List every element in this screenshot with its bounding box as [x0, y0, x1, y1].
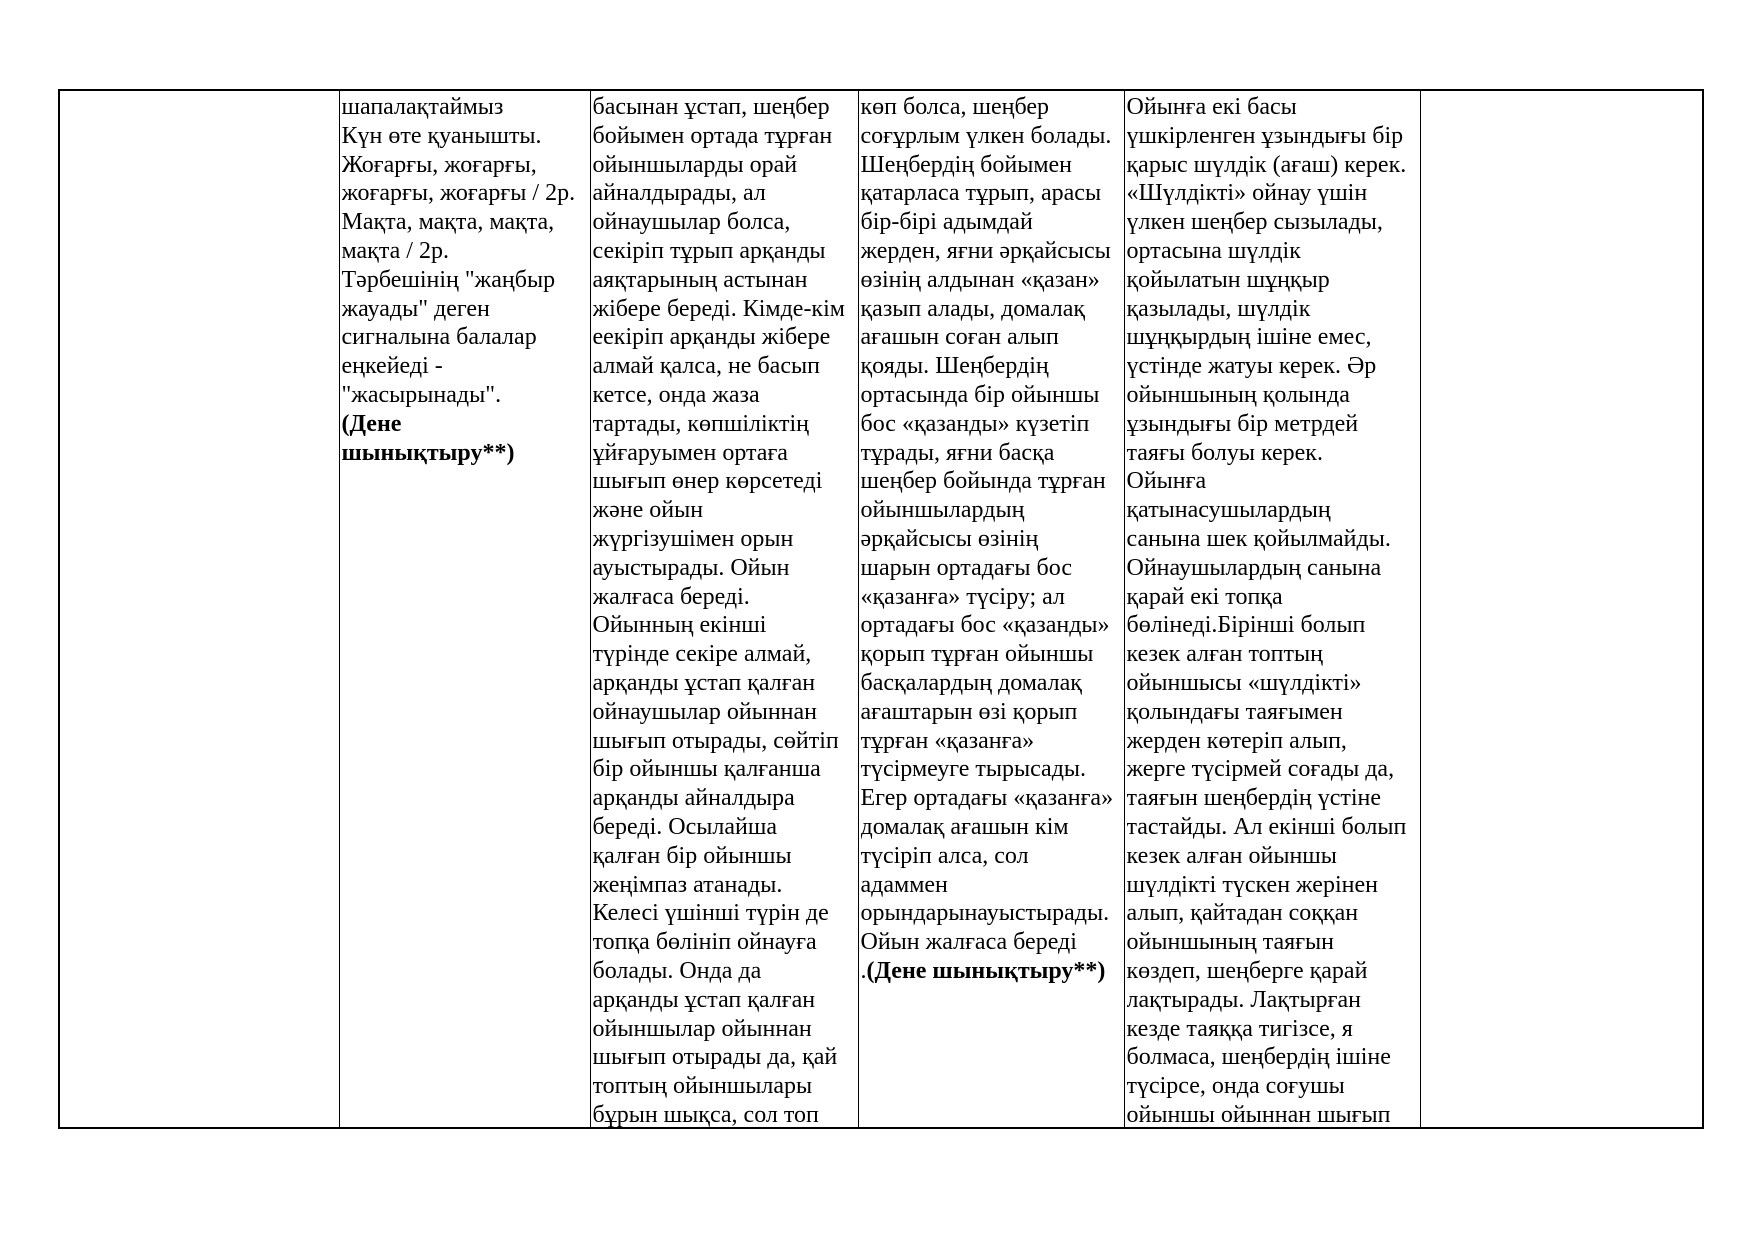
cell-text-line	[342, 439, 588, 468]
cell-text: ұзындығы бір метрдей	[1126, 410, 1359, 437]
cell-text: орындарынауыстырады.	[860, 900, 1110, 927]
cell-text-line	[593, 928, 856, 957]
cell-text-line	[1127, 813, 1418, 842]
cell-text: бір ойыншы қалғанша	[592, 756, 821, 783]
cell-text-line	[342, 122, 588, 151]
cell-text: жеңімпаз атанады.	[592, 871, 783, 898]
cell-text: Егер ортадағы «қазанға»	[860, 785, 1114, 812]
cell-text-line	[593, 986, 856, 1015]
cell-text: айналдырады, ал	[592, 180, 766, 207]
cell-text-line	[1127, 842, 1418, 871]
cell-text: Ойын жалғаса береді	[860, 929, 1077, 956]
cell-text-line	[593, 295, 856, 324]
cell-text-line	[593, 323, 856, 352]
cell-text-line	[593, 611, 856, 640]
cell-text-line	[593, 1072, 856, 1101]
cell-text-line	[861, 496, 1122, 525]
cell-text-line	[861, 784, 1122, 813]
cell-text-line	[1127, 611, 1418, 640]
cell-text-line	[593, 1015, 856, 1044]
cell-text-line	[342, 208, 588, 237]
cell-text-line	[1127, 1043, 1418, 1072]
cell-text: тұрады, яғни басқа	[860, 439, 1055, 466]
cell-text-line	[861, 237, 1122, 266]
cell-text: ағашын соған алып	[860, 324, 1059, 351]
cell-text-line	[1127, 439, 1418, 468]
cell-text-line	[861, 352, 1122, 381]
cell-text: ойнаушылар болса,	[592, 209, 791, 236]
cell-text-line	[593, 410, 856, 439]
cell-text: қарай екі топқа	[1126, 583, 1283, 610]
cell-text-line	[861, 640, 1122, 669]
cell-text-line	[593, 842, 856, 871]
cell-text: басқалардың домалақ	[860, 669, 1082, 696]
cell-text: жерге түсірмей соғады да,	[1126, 756, 1395, 783]
cell-text-line	[593, 813, 856, 842]
schedule-table	[58, 89, 1704, 1129]
cell-text-line	[861, 611, 1122, 640]
cell-text-line	[861, 928, 1122, 957]
cell-text: ойыншылар ойыннан	[592, 1015, 812, 1042]
cell-text-line	[593, 122, 856, 151]
table-cell-col-6	[1420, 90, 1703, 1128]
cell-text-line	[861, 813, 1122, 842]
cell-text: адаммен	[860, 871, 948, 898]
cell-text: кезде таяққа тигізсе, я	[1126, 1015, 1353, 1042]
cell-text-line	[1127, 1015, 1418, 1044]
table-row	[59, 90, 1703, 1128]
table-cell-col-3	[590, 90, 858, 1128]
cell-text: алып, қайтадан соққан	[1126, 900, 1359, 927]
cell-text-line	[593, 496, 856, 525]
cell-text-line	[1127, 583, 1418, 612]
cell-text: Ойнаушылардың санына	[1126, 554, 1382, 581]
cell-text: "жасырынады".	[341, 381, 502, 408]
cell-text: топқа бөлініп ойнауға	[592, 929, 817, 956]
cell-text-line	[861, 899, 1122, 928]
cell-text: таяғын шеңбердің үстіне	[1126, 785, 1382, 812]
table-cell-col-4	[858, 90, 1124, 1128]
cell-text: кезек алған топтың	[1126, 641, 1323, 668]
cell-text-line	[1127, 237, 1418, 266]
cell-text: көздеп, шеңберге қарай	[1126, 957, 1368, 984]
cell-text-line	[1127, 986, 1418, 1015]
cell-text: сигналына балалар	[341, 324, 537, 351]
cell-text-line	[861, 410, 1122, 439]
cell-text: жалғаса береді.	[592, 583, 750, 610]
cell-text-line	[593, 93, 856, 122]
cell-text-line	[593, 381, 856, 410]
cell-text-line	[342, 352, 588, 381]
cell-text: түсірмеуге тырысады.	[860, 756, 1087, 783]
cell-text-line	[1127, 957, 1418, 986]
cell-text: ортадағы бос «қазанды»	[860, 612, 1110, 639]
cell-text-line	[593, 525, 856, 554]
cell-text: кетсе, онда жаза	[592, 381, 760, 408]
cell-text-line	[593, 151, 856, 180]
cell-text-line	[861, 151, 1122, 180]
cell-text: үшкірленген ұзындығы бір	[1126, 122, 1404, 149]
cell-text-line	[593, 467, 856, 496]
cell-text: қазылады, шүлдік	[1126, 295, 1311, 322]
cell-text: көп болса, шеңбер	[860, 94, 1049, 120]
cell-text: арқанды ұстап қалған	[592, 986, 816, 1013]
cell-text-line	[1127, 266, 1418, 295]
cell-text: аяқтарының астынан	[592, 266, 808, 293]
cell-text-line	[593, 352, 856, 381]
cell-text: «Шүлдікті» ойнау үшін	[1126, 180, 1368, 207]
cell-text-line	[1127, 525, 1418, 554]
cell-text: түрінде секіре алмай,	[592, 641, 812, 668]
cell-text-line	[342, 151, 588, 180]
cell-text-line	[342, 93, 588, 122]
cell-text-line	[1127, 698, 1418, 727]
cell-text: тұрған «қазанға»	[860, 727, 1035, 754]
cell-text: секіріп тұрып арқанды	[592, 237, 826, 264]
cell-text-line	[593, 899, 856, 928]
cell-text: қойылатын шұңқыр	[1126, 266, 1330, 293]
cell-text: лақтырады. Лақтырған	[1126, 986, 1361, 1013]
cell-text-line	[1127, 410, 1418, 439]
cell-text-line	[1127, 554, 1418, 583]
cell-text-line	[593, 1101, 856, 1127]
cell-text-line	[1127, 755, 1418, 784]
cell-text: соғұрлым үлкен болады.	[860, 122, 1112, 149]
cell-text-line	[593, 1043, 856, 1072]
cell-text-line	[861, 467, 1122, 496]
cell-text: қатарласа тұрып, арасы	[860, 180, 1102, 207]
cell-text-line	[342, 295, 588, 324]
cell-text-line	[593, 554, 856, 583]
cell-text: және ойын	[592, 497, 704, 524]
cell-text: жүргізушімен орын	[592, 525, 794, 552]
cell-text-line	[342, 323, 588, 352]
cell-text: топтың ойыншылары	[592, 1073, 813, 1100]
cell-text: таяғы болуы керек.	[1126, 439, 1323, 466]
cell-text: шығып өнер көрсетеді	[592, 468, 823, 495]
cell-text: ұйғаруымен ортаға	[592, 439, 788, 466]
cell-text-line	[593, 871, 856, 900]
cell-text-line	[342, 381, 588, 410]
cell-text-line	[593, 439, 856, 468]
cell-text-line	[861, 698, 1122, 727]
cell-text: шынықтыру**)	[341, 439, 515, 466]
cell-text: ойнаушылар ойыннан	[592, 698, 818, 725]
cell-text: Ойынның екінші	[592, 612, 767, 639]
cell-text-line	[593, 727, 856, 756]
cell-text: «қазанға» түсіру; ал	[860, 583, 1065, 610]
cell-text-line	[1127, 928, 1418, 957]
cell-text: Тәрбешінің "жаңбыр	[341, 266, 556, 293]
cell-text: шеңбер бойында тұрған	[860, 468, 1106, 495]
cell-text: ойыншы ойыннан шығып	[1126, 1101, 1391, 1127]
cell-text: шығып отырады да, қай	[592, 1044, 838, 1071]
cell-text: алмай қалса, не басып	[592, 353, 820, 380]
cell-text-line	[1127, 122, 1418, 151]
table-cell-col-2	[339, 90, 590, 1128]
cell-text-line	[593, 957, 856, 986]
cell-text-line	[593, 237, 856, 266]
cell-text: ойыншыларды орай	[592, 151, 798, 178]
cell-text: бұрын шықса, сол топ	[592, 1101, 819, 1127]
cell-text-line	[861, 179, 1122, 208]
cell-text-line	[861, 957, 1122, 986]
cell-text: ойыншылардың	[860, 497, 1025, 524]
cell-text: Шеңбердің бойымен	[860, 151, 1073, 178]
cell-text: түсіріп алса, сол	[860, 842, 1029, 869]
cell-text: жоғарғы, жоғарғы / 2р.	[341, 180, 576, 207]
cell-text: шұңқырдың ішіне емес,	[1126, 324, 1372, 351]
cell-text-line	[593, 266, 856, 295]
cell-text: ортасында бір ойыншы	[860, 381, 1100, 408]
table-cell-col-5	[1124, 90, 1420, 1128]
cell-text: қарыс шүлдік (ағаш) керек.	[1126, 151, 1407, 178]
cell-text-line	[861, 755, 1122, 784]
cell-text-line	[861, 669, 1122, 698]
cell-text: Ойынға екі басы	[1126, 94, 1297, 120]
cell-text-line	[1127, 640, 1418, 669]
cell-text: .	[860, 957, 867, 984]
cell-text-line	[342, 179, 588, 208]
cell-text: үлкен шеңбер сызылады,	[1126, 209, 1383, 236]
cell-text-line	[593, 583, 856, 612]
cell-text: Күн өте қуанышты.	[341, 122, 542, 149]
cell-text-line	[861, 381, 1122, 410]
cell-text: басынан ұстап, шеңбер	[592, 94, 830, 120]
cell-text-line	[1127, 784, 1418, 813]
cell-text-line	[1127, 179, 1418, 208]
cell-text: жібере береді. Кімде-кім	[592, 295, 845, 322]
cell-text: қалған бір ойыншы	[592, 842, 792, 869]
cell-text-line	[1127, 871, 1418, 900]
cell-text: арқанды айналдыра	[592, 785, 795, 812]
cell-text-line	[861, 93, 1122, 122]
cell-text: қатынасушылардың	[1126, 497, 1331, 524]
cell-text-line	[861, 208, 1122, 237]
table-cell-col-1	[59, 90, 339, 1128]
cell-text: үстінде жатуы керек. Әр	[1126, 353, 1377, 380]
cell-text: болмаса, шеңбердің ішіне	[1126, 1044, 1391, 1071]
cell-text-line	[1127, 352, 1418, 381]
cell-text-line	[861, 295, 1122, 324]
cell-text-line	[861, 583, 1122, 612]
cell-text: ойыншының таяғын	[1126, 929, 1335, 956]
cell-text: қорып тұрған ойыншы	[860, 641, 1094, 668]
cell-text: тастайды. Ал екінші болып	[1126, 813, 1407, 840]
cell-text: арқанды ұстап қалған	[592, 669, 816, 696]
cell-text-line	[1127, 496, 1418, 525]
cell-text: әрқайсысы өзінің	[860, 525, 1039, 552]
cell-text: жауады" деген	[341, 295, 490, 322]
cell-text-line	[1127, 727, 1418, 756]
cell-text: (Дене	[341, 410, 402, 437]
cell-text-line	[1127, 669, 1418, 698]
cell-text: еекіріп арқанды жібере	[592, 324, 831, 351]
cell-text: мақта / 2р.	[341, 237, 449, 264]
cell-text: түсірсе, онда соғушы	[1126, 1073, 1345, 1100]
cell-text: ортасына шүлдік	[1126, 237, 1301, 264]
cell-text-line	[861, 554, 1122, 583]
cell-text-line	[1127, 208, 1418, 237]
cell-text: домалақ ағашын кім	[860, 813, 1069, 840]
cell-text-line	[1127, 151, 1418, 180]
cell-text-line	[342, 237, 588, 266]
cell-text: ойыншының қолында	[1126, 381, 1350, 408]
cell-text-line	[593, 669, 856, 698]
cell-text: шарын ортадағы бос	[860, 554, 1073, 581]
cell-text: шапалақтаймыз	[341, 94, 504, 120]
cell-text-line	[593, 755, 856, 784]
cell-text-line	[861, 871, 1122, 900]
cell-text: Мақта, мақта, мақта,	[341, 209, 555, 236]
cell-text: Ойынға	[1126, 468, 1207, 495]
cell-text: қояды. Шеңбердің	[860, 353, 1049, 380]
cell-text: ауыстырады. Ойын	[592, 554, 790, 581]
cell-text-line	[342, 266, 588, 295]
cell-text-line	[593, 179, 856, 208]
cell-text-line	[1127, 381, 1418, 410]
cell-text-line	[1127, 295, 1418, 324]
cell-text: кезек алған ойыншы	[1126, 842, 1337, 869]
cell-text-line	[593, 784, 856, 813]
cell-text-line	[593, 208, 856, 237]
cell-text-line	[342, 410, 588, 439]
cell-text: тартады, көпшіліктің	[592, 410, 810, 437]
cell-text: санына шек қойылмайды.	[1126, 525, 1391, 552]
cell-text: Жоғарғы, жоғарғы,	[341, 151, 537, 178]
cell-text-line	[861, 266, 1122, 295]
cell-text-line	[593, 698, 856, 727]
cell-text: бөлінеді.Бірінші болып	[1126, 612, 1366, 639]
cell-text: жерден көтеріп алып,	[1126, 727, 1347, 754]
cell-text: бір-бірі адымдай	[860, 209, 1033, 236]
cell-text-line	[1127, 467, 1418, 496]
cell-text: қазып алады, домалақ	[860, 295, 1086, 322]
cell-text-line	[1127, 1072, 1418, 1101]
cell-text: ағаштарын өзі қорып	[860, 698, 1078, 725]
cell-text-line	[1127, 1101, 1418, 1127]
cell-text: шүлдікті түскен жерінен	[1126, 871, 1378, 898]
cell-text-line	[861, 727, 1122, 756]
cell-text-line	[861, 525, 1122, 554]
cell-text-line	[593, 640, 856, 669]
cell-text: жерден, яғни әрқайсысы	[860, 237, 1111, 264]
cell-text: Келесі үшінші түрін де	[592, 900, 829, 927]
cell-text-line	[861, 323, 1122, 352]
cell-text: өзінің алдынан «қазан»	[860, 266, 1100, 293]
cell-text-line	[1127, 899, 1418, 928]
cell-text-line	[861, 842, 1122, 871]
cell-text-line	[861, 439, 1122, 468]
cell-text: қолындағы таяғымен	[1126, 698, 1343, 725]
cell-text: ойыншысы «шүлдікті»	[1126, 669, 1362, 696]
cell-text-bold: (Дене шынықтыру**)	[866, 957, 1106, 984]
cell-text: бойымен ортада тұрған	[592, 122, 833, 149]
cell-text-line	[861, 122, 1122, 151]
cell-text-line	[1127, 323, 1418, 352]
cell-text: шығып отырады, сөйтіп	[592, 727, 839, 754]
cell-text: береді. Осылайша	[592, 813, 777, 840]
cell-text-line	[1127, 93, 1418, 122]
cell-text: болады. Онда да	[592, 957, 762, 984]
cell-text: еңкейеді -	[341, 353, 443, 380]
cell-text: бос «қазанды» күзетіп	[860, 410, 1090, 437]
